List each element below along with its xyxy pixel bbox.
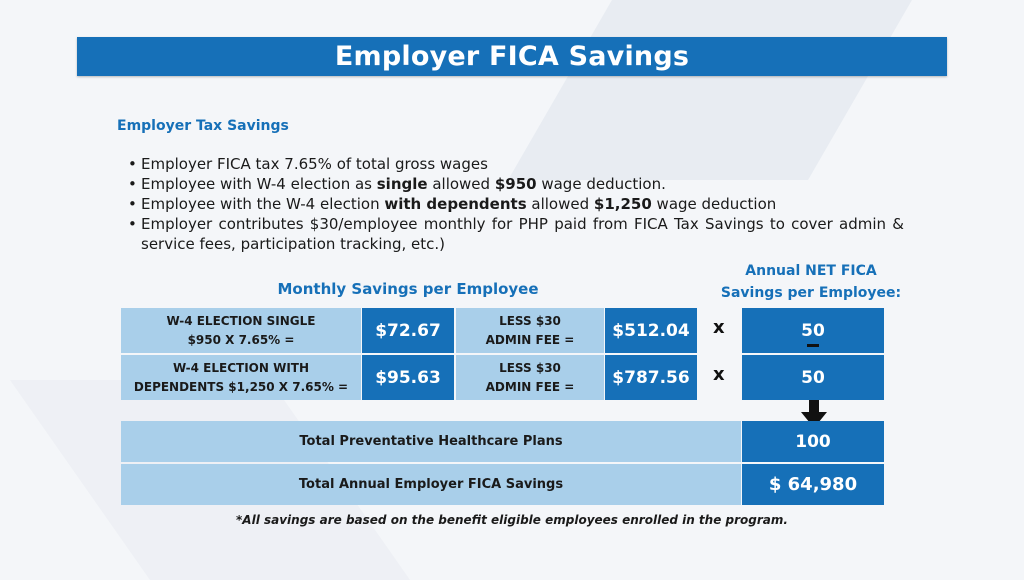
admin-fee-label: LESS $30 ADMIN FEE = xyxy=(456,308,604,353)
monthly-savings-single: $72.67 xyxy=(362,308,454,353)
bullet-list xyxy=(128,154,904,254)
monthly-savings-header: Monthly Savings per Employee xyxy=(277,280,539,298)
monthly-savings-dependents: $95.63 xyxy=(362,355,454,400)
total-savings-label: Total Annual Employer FICA Savings xyxy=(121,464,741,505)
multiply-sign: x xyxy=(713,364,725,385)
minus-icon xyxy=(807,344,819,347)
total-plans-value: 100 xyxy=(742,421,884,462)
section-title: Employer Tax Savings xyxy=(117,118,289,134)
annual-savings-dependents: $787.56 xyxy=(605,355,697,400)
bullet-item: • Employer FICA tax 7.65% of total gross wages xyxy=(128,154,904,174)
employee-count-dependents: 50 xyxy=(742,355,884,400)
employee-count-single: 50 xyxy=(742,308,884,353)
total-plans-label: Total Preventative Healthcare Plans xyxy=(121,421,741,462)
annual-savings-single: $512.04 xyxy=(605,308,697,353)
bullet-item: • Employer contributes $30/employee monthly for PHP paid from FICA Tax Savings to cover admin & service fees, participation tracking, etc.) xyxy=(128,214,904,254)
page-title: Employer FICA Savings xyxy=(334,41,690,72)
bullet-item: • Employee with W-4 election as single allowed $950 wage deduction. xyxy=(128,174,904,194)
background-shape xyxy=(508,0,912,180)
annual-savings-header: Annual NET FICA Savings per Employee: xyxy=(720,263,902,301)
title-bar xyxy=(77,37,947,76)
admin-fee-label: LESS $30 ADMIN FEE = xyxy=(456,355,604,400)
total-savings-value: $ 64,980 xyxy=(742,464,884,505)
election-single-label: W-4 ELECTION SINGLE $950 X 7.65% = xyxy=(121,308,361,353)
election-dependents-label: W-4 ELECTION WITH DEPENDENTS $1,250 X 7.65% = xyxy=(121,355,361,400)
multiply-sign: x xyxy=(713,317,725,338)
footnote: *All savings are based on the benefit eligible employees enrolled in the program. xyxy=(236,513,788,527)
bullet-item: • Employee with the W-4 election with dependents allowed $1,250 wage deduction xyxy=(128,194,904,214)
